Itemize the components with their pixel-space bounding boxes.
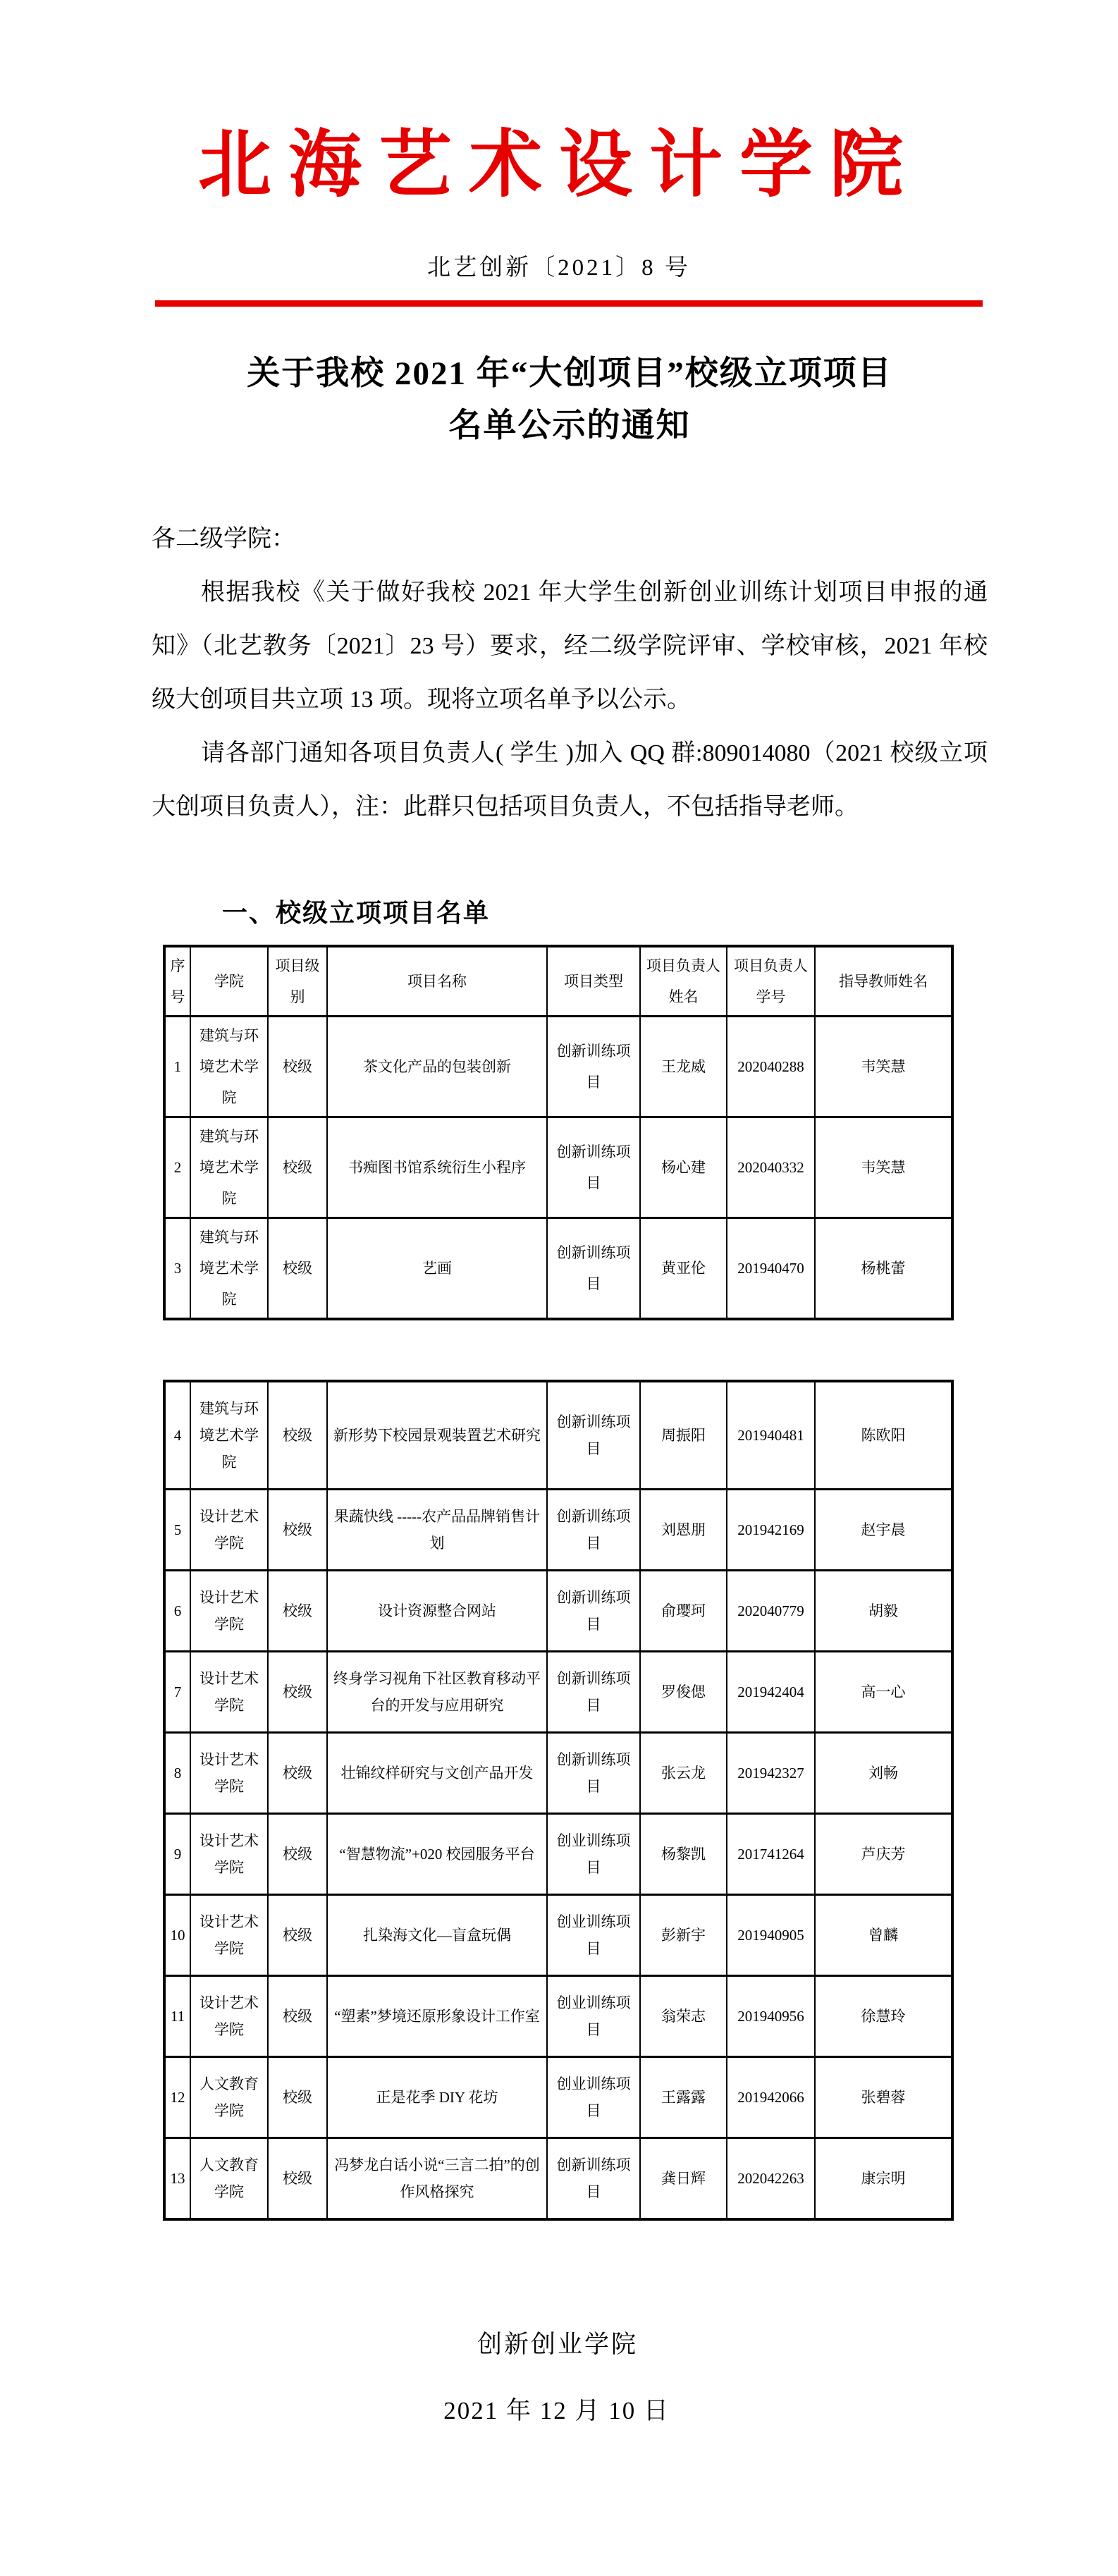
table-row — [164, 1489, 952, 1570]
table-row — [164, 1016, 952, 1117]
table-row — [164, 1218, 952, 1319]
table-cell: 校级 — [268, 1218, 327, 1319]
table-row — [164, 1117, 952, 1218]
table-cell: 设计艺术学院 — [190, 1651, 268, 1732]
table-cell: 杨桃蕾 — [815, 1218, 952, 1319]
col-header-level: 项目级别 — [268, 946, 327, 1017]
table-cell: 张碧蓉 — [815, 2056, 952, 2138]
table-cell: 黄亚伦 — [640, 1218, 727, 1319]
notice-title-line1: 关于我校 2021 年“大创项目”校级立项项目 — [247, 355, 892, 392]
table-cell: 1 — [164, 1016, 190, 1117]
table-cell: 设计艺术学院 — [190, 1975, 268, 2056]
table-cell: 201942169 — [727, 1489, 815, 1570]
table-cell: 设计艺术学院 — [190, 1570, 268, 1651]
table-cell: 创业训练项目 — [547, 1975, 640, 2056]
table-cell: 创业训练项目 — [547, 1894, 640, 1975]
table-cell: 韦笑慧 — [815, 1117, 952, 1218]
table-cell: 创业训练项目 — [547, 2056, 640, 2138]
table-cell: 王露露 — [640, 2056, 727, 2138]
doc-number: 北艺创新〔2021〕8 号 — [427, 254, 691, 281]
table-cell: 校级 — [268, 1117, 327, 1218]
table-row — [164, 1570, 952, 1651]
table-cell: 建筑与环境艺术学院 — [190, 1016, 268, 1117]
table-cell: 赵宇晨 — [815, 1489, 952, 1570]
table-cell: 201741264 — [727, 1813, 815, 1894]
table-cell: 校级 — [268, 2056, 327, 2138]
table-cell: 创业训练项目 — [547, 1813, 640, 1894]
table-cell: 11 — [164, 1975, 190, 2056]
table-cell: 终身学习视角下社区教育移动平台的开发与应用研究 — [327, 1651, 547, 1732]
table-cell: 刘恩朋 — [640, 1489, 727, 1570]
col-header-teacher-name: 指导教师姓名 — [815, 946, 952, 1017]
table-cell: 杨黎凯 — [640, 1813, 727, 1894]
document-footer — [152, 2325, 988, 2427]
table-cell: 202040332 — [727, 1117, 815, 1218]
table-cell: 韦笑慧 — [815, 1016, 952, 1117]
table-cell: 8 — [164, 1732, 190, 1813]
table-cell: 校级 — [268, 1732, 327, 1813]
letterhead-school-name: 北海艺术设计学院 — [197, 125, 920, 206]
table-body-part2 — [164, 1381, 952, 2219]
table-cell: 5 — [164, 1489, 190, 1570]
table-cell: 建筑与环境艺术学院 — [190, 1117, 268, 1218]
table-cell: 冯梦龙白话小说“三言二拍”的创作风格探究 — [327, 2138, 547, 2219]
table-cell: 康宗明 — [815, 2138, 952, 2219]
table-cell: 7 — [164, 1651, 190, 1732]
table-cell: 陈欧阳 — [815, 1381, 952, 1490]
table-cell: 曾麟 — [815, 1894, 952, 1975]
section-heading: 一、校级立项项目名单 — [222, 898, 491, 927]
projects-table-part2 — [163, 1380, 954, 2221]
table-cell: 2 — [164, 1117, 190, 1218]
col-header-college: 学院 — [190, 946, 268, 1017]
table-cell: 翁荣志 — [640, 1975, 727, 2056]
table-cell: 建筑与环境艺术学院 — [190, 1381, 268, 1490]
table-cell: 芦庆芳 — [815, 1813, 952, 1894]
table-cell: 胡毅 — [815, 1570, 952, 1651]
table-cell: 201940905 — [727, 1894, 815, 1975]
col-header-seq: 序号 — [164, 946, 190, 1017]
table-header-row — [164, 946, 952, 1017]
table-cell: 张云龙 — [640, 1732, 727, 1813]
paragraph-qq-group: 请各部门通知各项目负责人( 学生 )加入 QQ 群:809014080（2021 校级立项大创项目负责人），注：此群只包括项目负责人，不包括指导老师。 — [152, 740, 988, 820]
table-cell: 创新训练项目 — [547, 1732, 640, 1813]
table-cell: 创新训练项目 — [547, 1489, 640, 1570]
table-cell: 9 — [164, 1813, 190, 1894]
table-cell: 3 — [164, 1218, 190, 1319]
col-header-leader-id: 项目负责人学号 — [727, 946, 815, 1017]
signature: 创新创业学院 — [477, 2330, 638, 2358]
table-cell: 杨心建 — [640, 1117, 727, 1218]
signature-date: 2021 年 12 月 10 日 — [443, 2396, 670, 2424]
table-row — [164, 1975, 952, 2056]
table-cell: 创新训练项目 — [547, 1218, 640, 1319]
document-page — [0, 123, 1118, 2576]
col-header-project-type: 项目类型 — [547, 946, 640, 1017]
table-cell: 校级 — [268, 1651, 327, 1732]
table-cell: 果蔬快线 -----农产品品牌销售计划 — [327, 1489, 547, 1570]
table-cell: “塑素”梦境还原形象设计工作室 — [327, 1975, 547, 2056]
table-row — [164, 1651, 952, 1732]
table-cell: 201942066 — [727, 2056, 815, 2138]
table-cell: 201940481 — [727, 1381, 815, 1490]
table-row — [164, 2056, 952, 2138]
table-cell: 13 — [164, 2138, 190, 2219]
table-cell: 校级 — [268, 1894, 327, 1975]
table-row — [164, 1894, 952, 1975]
col-header-project-name: 项目名称 — [327, 946, 547, 1017]
table-cell: 创新训练项目 — [547, 1651, 640, 1732]
table-cell: 6 — [164, 1570, 190, 1651]
table-cell: 高一心 — [815, 1651, 952, 1732]
table-cell: 正是花季 DIY 花坊 — [327, 2056, 547, 2138]
table-cell: 校级 — [268, 1813, 327, 1894]
table-row — [164, 2138, 952, 2219]
table-cell: 周振阳 — [640, 1381, 727, 1490]
table-cell: 校级 — [268, 1570, 327, 1651]
document-content — [152, 300, 988, 2427]
table-cell: 建筑与环境艺术学院 — [190, 1218, 268, 1319]
table-row — [164, 1732, 952, 1813]
table-cell: 新形势下校园景观装置艺术研究 — [327, 1381, 547, 1490]
table-cell: 人文教育学院 — [190, 2138, 268, 2219]
table-body-part1 — [164, 1016, 952, 1319]
table-cell: 201940470 — [727, 1218, 815, 1319]
table-cell: 彭新宇 — [640, 1894, 727, 1975]
table-cell: 12 — [164, 2056, 190, 2138]
table-row — [164, 1813, 952, 1894]
salutation: 各二级学院： — [152, 525, 295, 552]
red-separator-line — [155, 300, 983, 307]
notice-body — [152, 513, 988, 834]
table-cell: 校级 — [268, 1381, 327, 1490]
table-cell: 校级 — [268, 1975, 327, 2056]
table-cell: 202040288 — [727, 1016, 815, 1117]
table-cell: 龚日辉 — [640, 2138, 727, 2219]
table-cell: 王龙威 — [640, 1016, 727, 1117]
table-cell: 设计艺术学院 — [190, 1813, 268, 1894]
table-cell: 设计资源整合网站 — [327, 1570, 547, 1651]
table-header — [164, 946, 952, 1017]
table-cell: 设计艺术学院 — [190, 1732, 268, 1813]
table-cell: “智慧物流”+020 校园服务平台 — [327, 1813, 547, 1894]
table-cell: 创新训练项目 — [547, 1570, 640, 1651]
table-cell: 刘畅 — [815, 1732, 952, 1813]
table-cell: 壮锦纹样研究与文创产品开发 — [327, 1732, 547, 1813]
table-cell: 201942327 — [727, 1732, 815, 1813]
table-cell: 创新训练项目 — [547, 1117, 640, 1218]
table-cell: 202040779 — [727, 1570, 815, 1651]
table-cell: 人文教育学院 — [190, 2056, 268, 2138]
table-cell: 扎染海文化—盲盒玩偶 — [327, 1894, 547, 1975]
table-cell: 校级 — [268, 1016, 327, 1117]
notice-title — [152, 348, 988, 452]
table-cell: 10 — [164, 1894, 190, 1975]
table-cell: 201942404 — [727, 1651, 815, 1732]
table-row — [164, 1381, 952, 1490]
notice-title-line2: 名单公示的通知 — [448, 407, 691, 444]
table-cell: 俞璎珂 — [640, 1570, 727, 1651]
table-cell: 创新训练项目 — [547, 1381, 640, 1490]
table-cell: 创新训练项目 — [547, 2138, 640, 2219]
paragraph-basis: 根据我校《关于做好我校 2021 年大学生创新创业训练计划项目申报的通知》（北艺教务〔2021〕23 号）要求，经二级学院评审、学校审核，2021 年校级大创项目共立项 13 项。现将立项名单予以公示。 — [152, 579, 988, 713]
table-cell: 设计艺术学院 — [190, 1894, 268, 1975]
table-cell: 茶文化产品的包装创新 — [327, 1016, 547, 1117]
table-cell: 4 — [164, 1381, 190, 1490]
projects-table-part1 — [163, 945, 954, 1320]
table-cell: 校级 — [268, 1489, 327, 1570]
table-cell: 校级 — [268, 2138, 327, 2219]
table-cell: 201940956 — [727, 1975, 815, 2056]
table-cell: 设计艺术学院 — [190, 1489, 268, 1570]
table-cell: 书痴图书馆系统衍生小程序 — [327, 1117, 547, 1218]
col-header-leader-name: 项目负责人姓名 — [640, 946, 727, 1017]
table-cell: 创新训练项目 — [547, 1016, 640, 1117]
table-cell: 202042263 — [727, 2138, 815, 2219]
table-cell: 罗俊偲 — [640, 1651, 727, 1732]
table-cell: 艺画 — [327, 1218, 547, 1319]
table-cell: 徐慧玲 — [815, 1975, 952, 2056]
